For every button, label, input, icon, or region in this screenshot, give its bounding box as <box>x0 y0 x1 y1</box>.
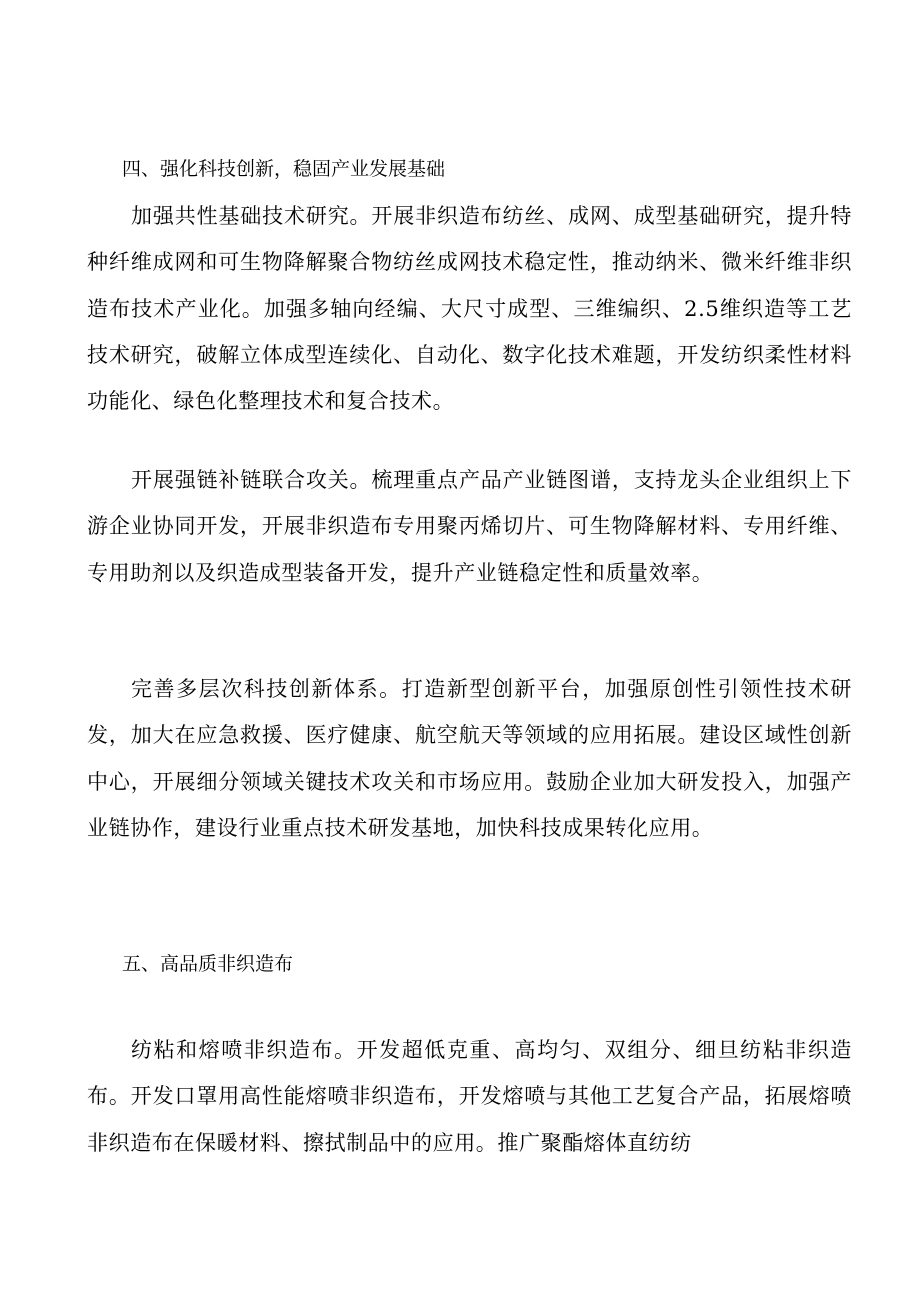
body-paragraph: 开展强链补链联合攻关。梳理重点产品产业链图谱，支持龙头企业组织上下游企业协同开发，开展非织造布专用聚丙烯切片、可生物降解材料、专用纤维、专用助剂以及织造成型装备开发，提升产业链稳定性和质量效率。 <box>87 468 852 585</box>
section-heading: 五、高品质非织造布 <box>122 953 294 975</box>
body-paragraph: 纺粘和熔喷非织造布。开发超低克重、高均匀、双组分、细旦纺粘非织造布。开发口罩用高性能熔喷非织造布，开发熔喷与其他工艺复合产品，拓展熔喷非织造布在保暖材料、擦拭制品中的应用。推广聚酯熔体直纺纺 <box>87 1038 852 1155</box>
section-heading: 四、强化科技创新，稳固产业发展基础 <box>122 158 446 180</box>
body-paragraph: 加强共性基础技术研究。开展非织造布纺丝、成网、成型基础研究，提升特种纤维成网和可生物降解聚合物纺丝成网技术稳定性，推动纳米、微米纤维非织造布技术产业化。加强多轴向经编、大尺寸成型、三维编织、2.5维织造等工艺技术研究，破解立体成型连续化、自动化、数字化技术难题，开发纺织柔性材料功能化、绿色化整理技术和复合技术。 <box>87 204 852 414</box>
body-paragraph: 完善多层次科技创新体系。打造新型创新平台，加强原创性引领性技术研发，加大在应急救援、医疗健康、航空航天等领域的应用拓展。建设区域性创新中心，开展细分领域关键技术攻关和市场应用。鼓励企业加大研发投入，加强产业链协作，建设行业重点技术研发基地，加快科技成果转化应用。 <box>87 677 852 840</box>
